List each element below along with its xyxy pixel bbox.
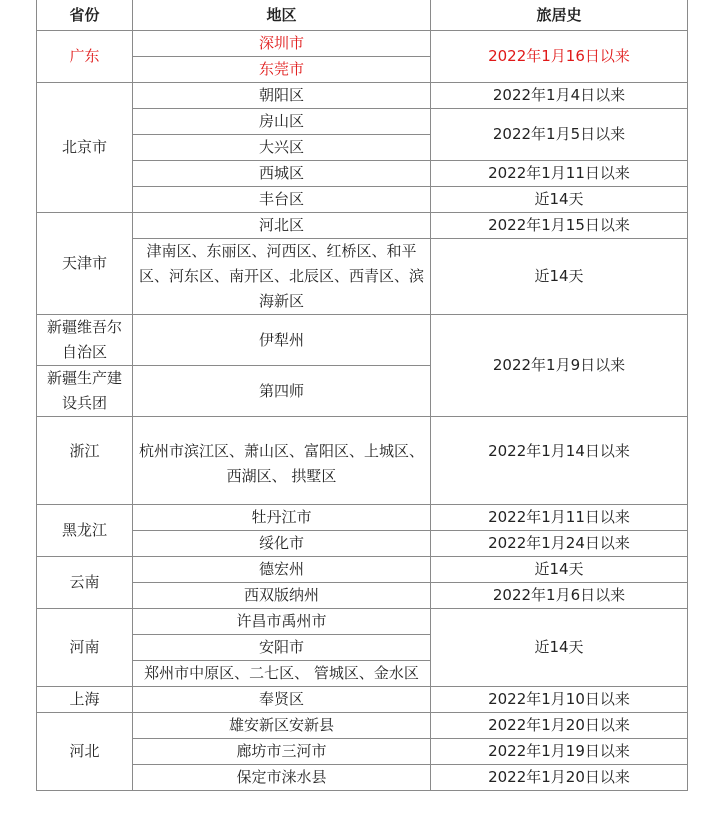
region-cell: 杭州市滨江区、萧山区、富阳区、上城区、西湖区、 拱墅区 [133, 417, 431, 505]
table-row [37, 609, 688, 635]
region-cell: 奉贤区 [133, 687, 431, 713]
region-cell: 西双版纳州 [133, 583, 431, 609]
region-cell: 雄安新区安新县 [133, 713, 431, 739]
table-row [37, 161, 688, 187]
region-cell: 东莞市 [133, 57, 431, 83]
province-cell: 上海 [37, 687, 133, 713]
table-row [37, 687, 688, 713]
history-cell: 2022年1月11日以来 [431, 505, 688, 531]
table-row [37, 239, 688, 315]
header-province: 省份 [37, 0, 133, 31]
region-cell: 廊坊市三河市 [133, 739, 431, 765]
province-cell: 天津市 [37, 213, 133, 315]
region-cell: 牡丹江市 [133, 505, 431, 531]
table-row [37, 765, 688, 791]
header-history: 旅居史 [431, 0, 688, 31]
province-cell: 新疆维吾尔自治区 [37, 315, 133, 366]
region-cell: 西城区 [133, 161, 431, 187]
history-cell: 2022年1月24日以来 [431, 531, 688, 557]
history-cell: 2022年1月19日以来 [431, 739, 688, 765]
region-cell: 河北区 [133, 213, 431, 239]
history-cell: 近14天 [431, 609, 688, 687]
header-region: 地区 [133, 0, 431, 31]
travel-history-table [36, 0, 688, 791]
history-cell: 2022年1月20日以来 [431, 765, 688, 791]
table-row [37, 417, 688, 505]
region-cell: 丰台区 [133, 187, 431, 213]
table-row [37, 109, 688, 135]
province-cell: 北京市 [37, 83, 133, 213]
history-cell: 2022年1月10日以来 [431, 687, 688, 713]
province-cell: 黑龙江 [37, 505, 133, 557]
region-cell: 大兴区 [133, 135, 431, 161]
history-cell: 2022年1月15日以来 [431, 213, 688, 239]
table-row [37, 505, 688, 531]
history-cell: 2022年1月6日以来 [431, 583, 688, 609]
history-cell: 2022年1月14日以来 [431, 417, 688, 505]
table-row [37, 31, 688, 57]
table-row [37, 739, 688, 765]
history-cell: 近14天 [431, 187, 688, 213]
history-cell: 2022年1月11日以来 [431, 161, 688, 187]
region-cell: 安阳市 [133, 635, 431, 661]
province-cell: 河北 [37, 713, 133, 791]
table-row [37, 83, 688, 109]
region-cell: 许昌市禹州市 [133, 609, 431, 635]
region-cell: 深圳市 [133, 31, 431, 57]
region-cell: 第四师 [133, 366, 431, 417]
province-cell: 广东 [37, 31, 133, 83]
region-cell: 房山区 [133, 109, 431, 135]
table-row [37, 315, 688, 366]
region-cell: 朝阳区 [133, 83, 431, 109]
region-cell: 郑州市中原区、二七区、 管城区、金水区 [133, 661, 431, 687]
history-cell: 2022年1月4日以来 [431, 83, 688, 109]
history-cell: 2022年1月20日以来 [431, 713, 688, 739]
region-cell: 伊犁州 [133, 315, 431, 366]
table-row [37, 531, 688, 557]
region-cell: 津南区、东丽区、河西区、红桥区、和平区、河东区、南开区、北辰区、西青区、滨海新区 [133, 239, 431, 315]
table-row [37, 187, 688, 213]
province-cell: 浙江 [37, 417, 133, 505]
table-header-row [37, 0, 688, 31]
history-cell: 近14天 [431, 239, 688, 315]
region-cell: 绥化市 [133, 531, 431, 557]
province-cell: 云南 [37, 557, 133, 609]
table-row [37, 583, 688, 609]
history-cell: 2022年1月16日以来 [431, 31, 688, 83]
history-cell: 2022年1月5日以来 [431, 109, 688, 161]
table-row [37, 557, 688, 583]
table-row [37, 713, 688, 739]
region-cell: 保定市涞水县 [133, 765, 431, 791]
history-cell: 2022年1月9日以来 [431, 315, 688, 417]
province-cell: 河南 [37, 609, 133, 687]
region-cell: 德宏州 [133, 557, 431, 583]
history-cell: 近14天 [431, 557, 688, 583]
province-cell: 新疆生产建设兵团 [37, 366, 133, 417]
table-row [37, 213, 688, 239]
